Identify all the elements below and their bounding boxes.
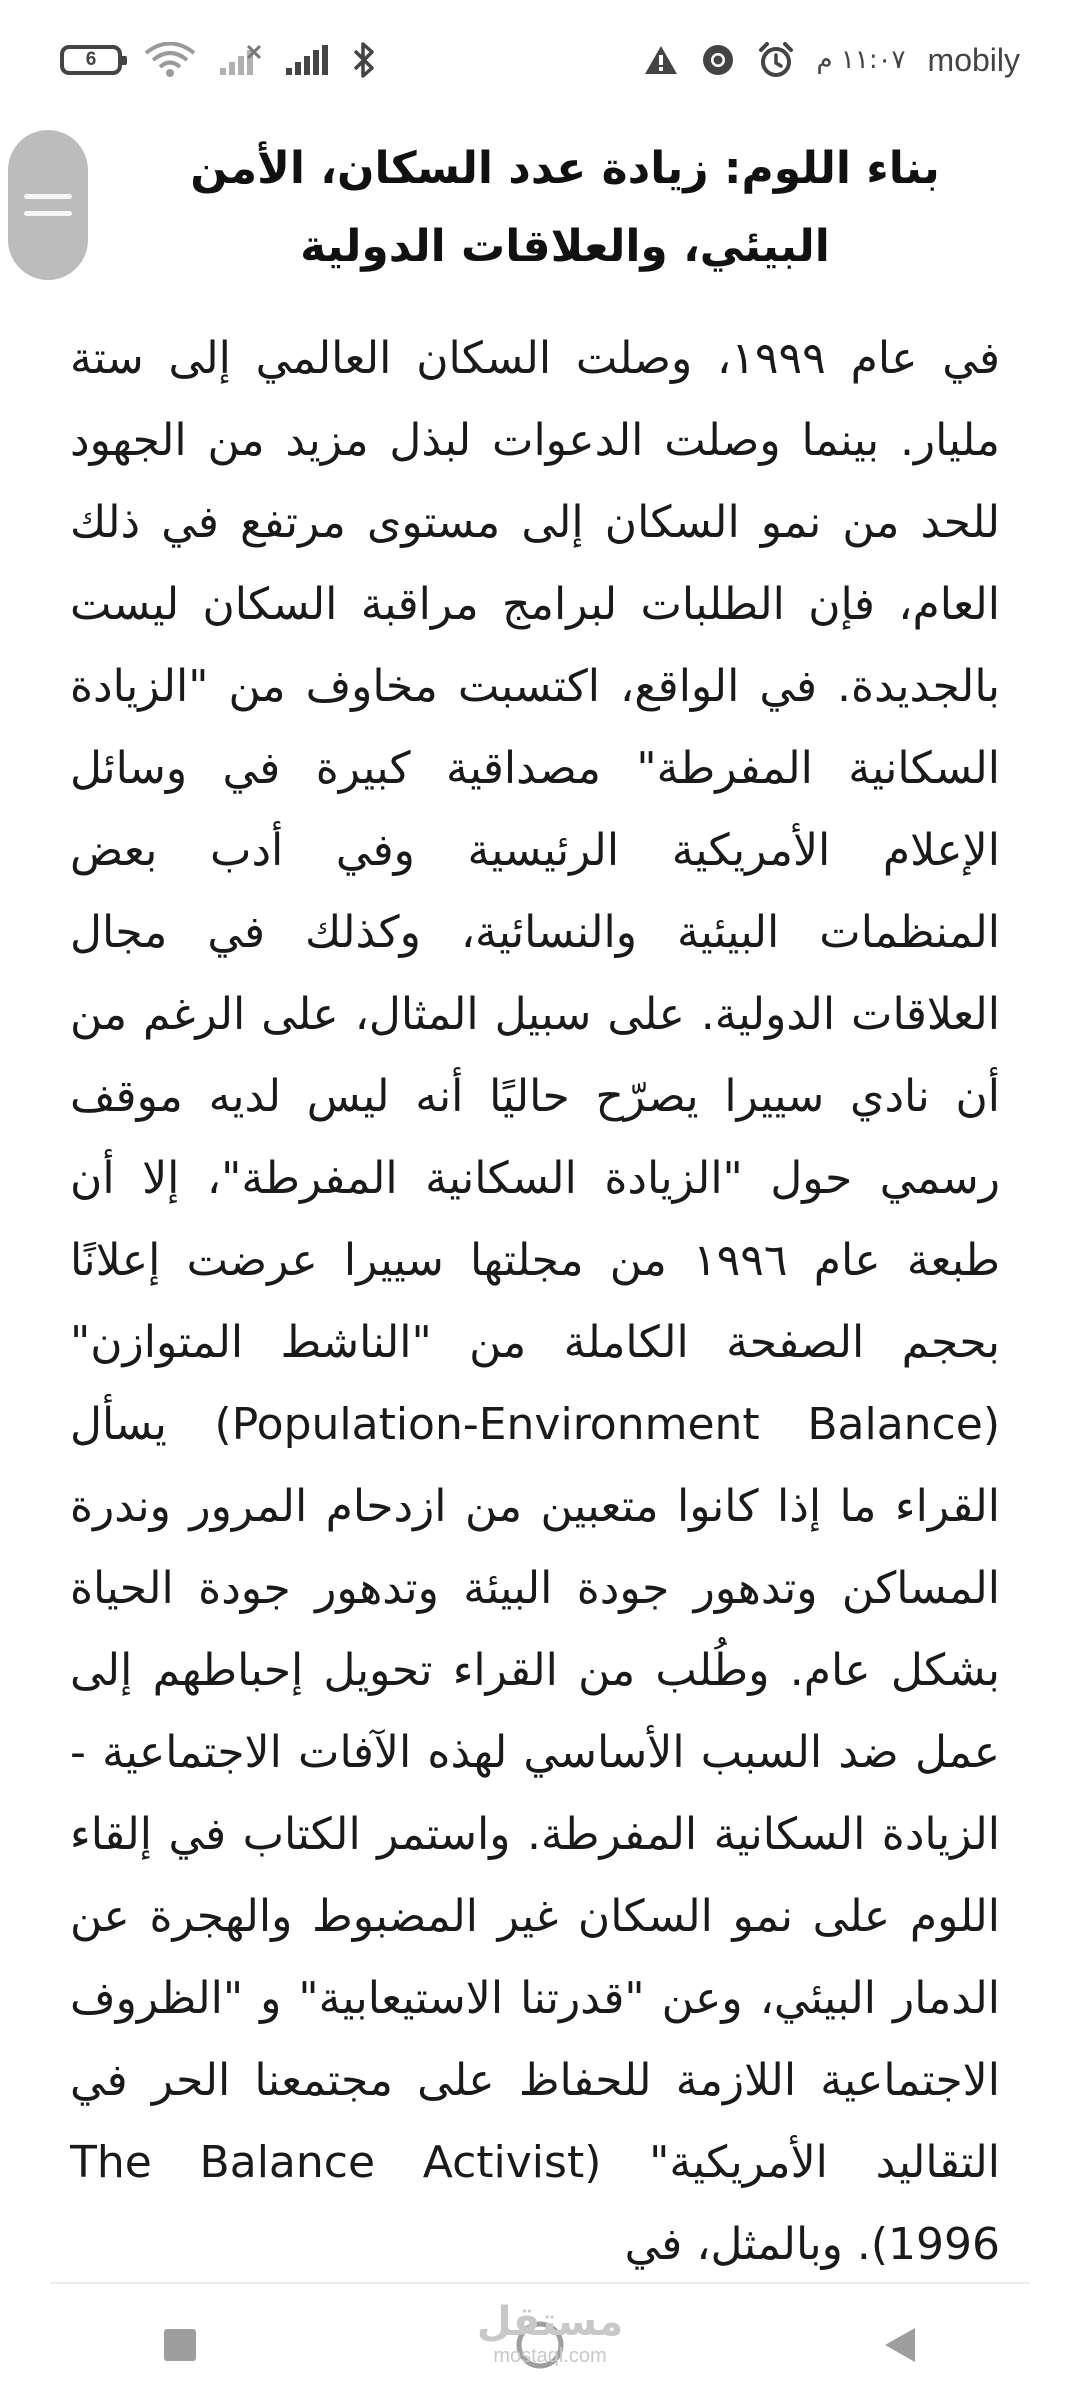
article-body [70, 318, 1000, 2283]
cellular-signal-no-service-icon [218, 44, 262, 76]
cellular-signal-icon [284, 44, 330, 76]
nav-recents-button[interactable] [120, 2295, 240, 2395]
nav-home-button[interactable] [480, 2295, 600, 2395]
nav-back-button[interactable] [840, 2295, 960, 2395]
status-bar-left [60, 41, 376, 79]
article-paragraph: في عام ١٩٩٩، وصلت السكان العالمي إلى ستة مليار. بينما وصلت الدعوات لبذل مزيد من الجهود للحد من نمو السكان إلى مستوى مرتفع في ذلك العام، فإن الطلبات لبرامج مراقبة السكان ليست بالجديدة. في الواقع، اكتسبت مخاوف من "الزيادة السكانية المفرطة" مصداقية كبيرة في وسائل الإعلام الأمريكية الرئيسية وفي أدب بعض المنظمات البيئية والنسائية، وكذلك في مجال العلاقات الدولية. على سبيل المثال، على الرغم من أن نادي سييرا يصرّح حاليًا أنه ليس لديه موقف رسمي حول "الزيادة السكانية المفرطة"، إلا أن طبعة عام ١٩٩٦ من مجلتها سييرا عرضت إعلانًا بحجم الصفحة الكاملة من "الناشط المتوازن" (Population-Environment Balance) يسأل القراء ما إذا كانوا متعبين من ازدحام المرور وندرة المساكن وتدهور جودة البيئة وتدهور جودة الحياة بشكل عام. وطُلب من القراء تحويل إحباطهم إلى عمل ضد السبب الأساسي لهذه الآفات الاجتماعية - الزيادة السكانية المفرطة. واستمر الكتاب في إلقاء اللوم على نمو السكان غير المضبوط والهجرة عن الدمار البيئي، وعن "قدرتنا الاستيعابية" و "الظروف الاجتماعية اللازمة للحفاظ على مجتمعنا الحر في التقاليد الأمريكية" (The Balance Activist 1996). وبالمثل، في [70, 333, 1000, 2270]
floating-menu-button[interactable] [8, 130, 88, 280]
article-title: بناء اللوم: زيادة عدد السكان، الأمن البيئي، والعلاقات الدولية [190, 143, 940, 272]
warning-icon [643, 44, 679, 76]
nav-bar-divider [50, 2282, 1030, 2284]
recents-square-icon [162, 2327, 198, 2363]
alarm-icon [757, 41, 795, 79]
status-bar [0, 0, 1080, 120]
chrome-icon [701, 43, 735, 77]
hamburger-menu-icon-line [24, 211, 72, 216]
hamburger-menu-icon [24, 194, 72, 199]
watermark-arabic: مستقل [476, 2299, 624, 2345]
battery-icon [60, 45, 122, 75]
home-circle-icon [515, 2320, 565, 2370]
navigation-bar [0, 2290, 1080, 2400]
back-triangle-icon [881, 2325, 919, 2365]
status-time: ١١:٠٧ م [816, 45, 906, 75]
carrier-name: mobily [927, 41, 1020, 78]
watermark-latin: mostaql.com [493, 2345, 607, 2367]
bluetooth-icon [352, 41, 376, 79]
wifi-icon [144, 42, 196, 78]
battery-level: 6 [85, 49, 97, 70]
status-bar-right [643, 41, 1020, 79]
